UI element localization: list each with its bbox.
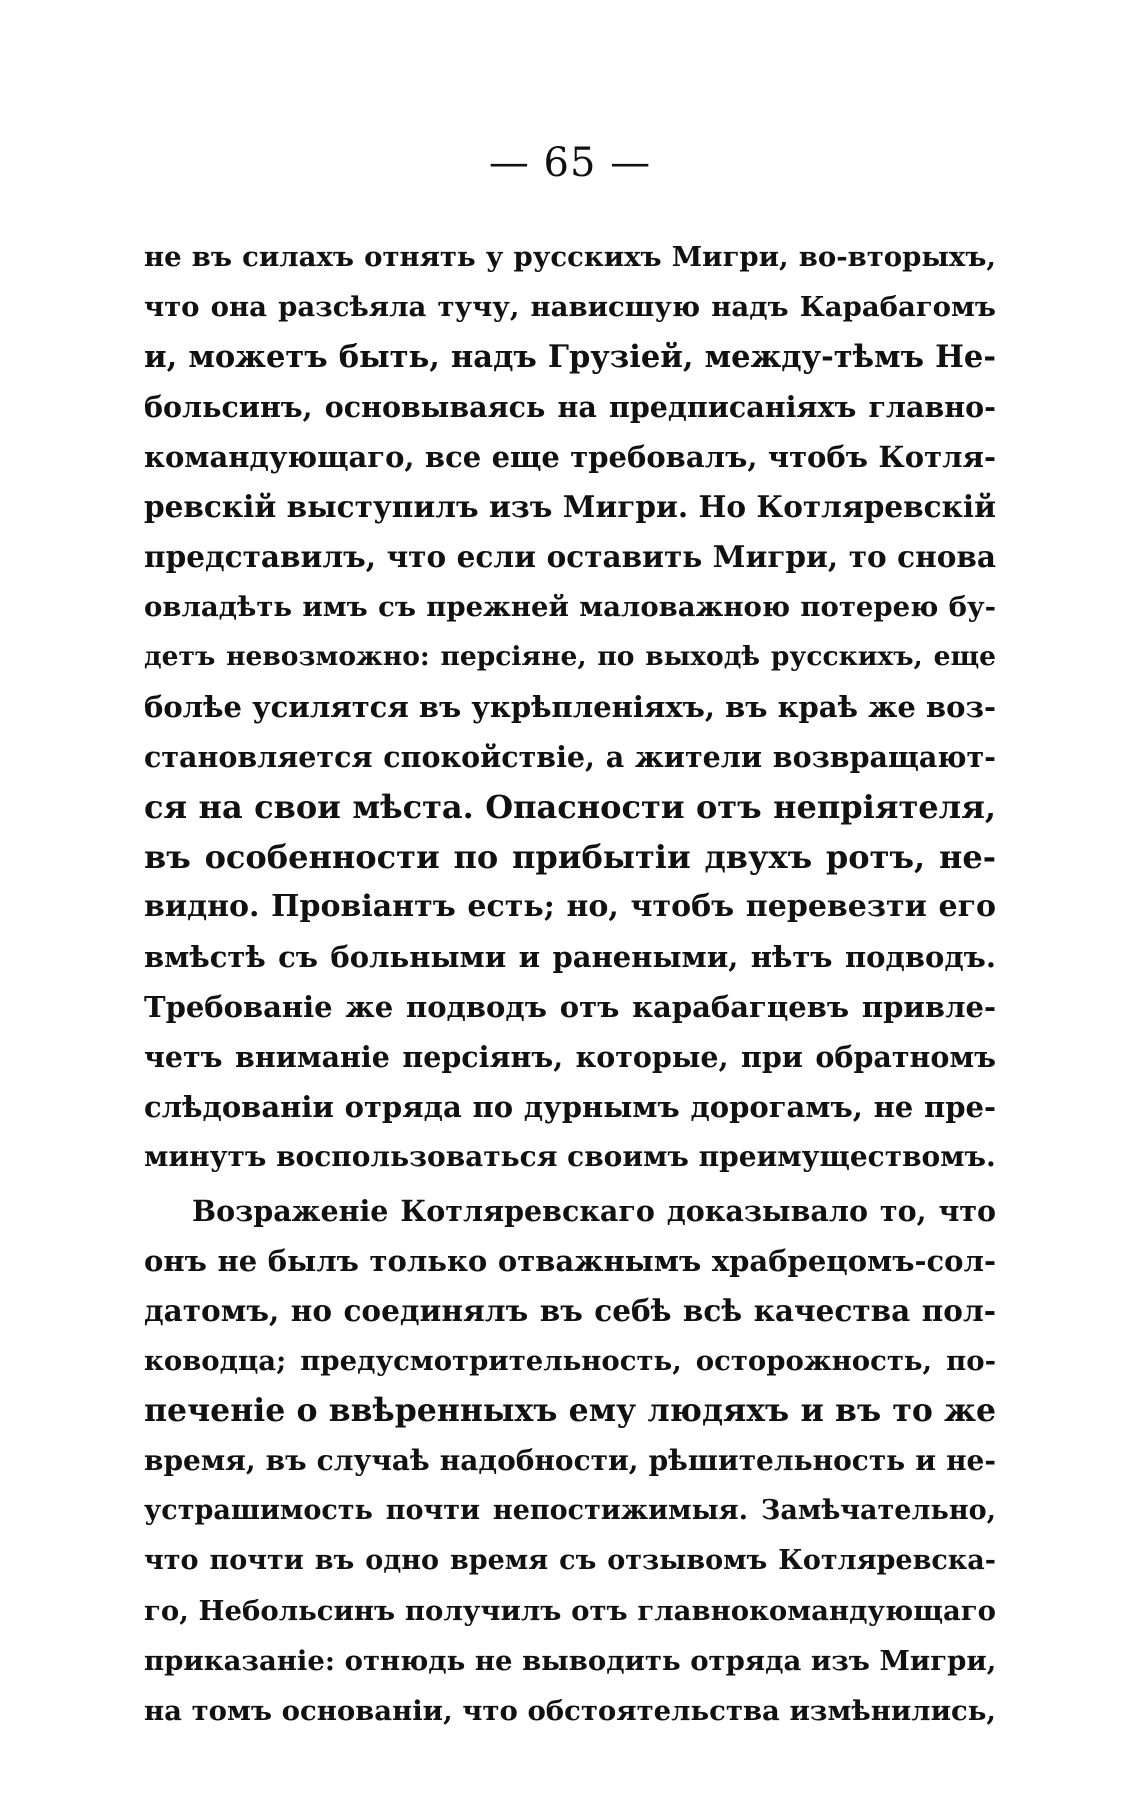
text-line: что она разсѣяла тучу, нависшую надъ Карабагомъ bbox=[144, 291, 996, 323]
text-line: печеніе о ввѣренныхъ ему людяхъ и въ то же bbox=[144, 1392, 996, 1429]
text-line: четъ вниманіе персіянъ, которые, при обратномъ bbox=[144, 1040, 996, 1074]
page-number: — 65 — bbox=[488, 140, 652, 186]
text-line: и, можетъ быть, надъ Грузіей, между-тѣмъ Не- bbox=[144, 339, 996, 375]
text-line: онъ не былъ только отважнымъ храбрецомъ-сол- bbox=[144, 1244, 996, 1278]
text-line: овладѣть имъ съ прежней маловажною потерею бу- bbox=[144, 591, 996, 623]
text-line: больсинъ, основываясь на предписаніяхъ главно- bbox=[144, 390, 996, 424]
text-line: не въ силахъ отнять у русскихъ Мигри, во-вторыхъ, bbox=[144, 241, 996, 273]
text-line: детъ невозможно: персіяне, по выходѣ русскихъ, еще bbox=[144, 641, 996, 672]
text-line: на томъ основаніи, что обстоятельства измѣнились, bbox=[144, 1695, 996, 1727]
text-line: датомъ, но соединялъ въ себѣ всѣ качества пол- bbox=[144, 1293, 996, 1328]
text-line: что почти въ одно время съ отзывомъ Котляревска- bbox=[144, 1545, 996, 1576]
text-line: въ особенности по прибытіи двухъ ротъ, не- bbox=[144, 838, 996, 876]
text-line: представилъ, что если оставить Мигри, то снова bbox=[144, 539, 996, 574]
text-line: го, Небольсинъ получилъ отъ главнокомандующаго bbox=[144, 1595, 996, 1627]
text-line: ся на свои мѣста. Опасности отъ непріятеля, bbox=[144, 788, 996, 826]
text-line: вмѣстѣ съ больными и ранеными, нѣтъ подводъ. bbox=[144, 940, 996, 974]
text-line: Требованіе же подводъ отъ карабагцевъ привле- bbox=[144, 990, 996, 1024]
text-line: командующаго, все еще требовалъ, чтобъ Котля- bbox=[144, 440, 996, 474]
body-text bbox=[144, 232, 996, 1736]
text-line: приказаніе: отнюдь не выводить отряда изъ Мигри, bbox=[144, 1645, 997, 1677]
text-line: время, въ случаѣ надобности, рѣшительность и не- bbox=[144, 1444, 996, 1477]
text-line: слѣдованіи отряда по дурнымъ дорогамъ, не пре- bbox=[144, 1090, 996, 1124]
text-line: ководца; предусмотрительность, осторожность, по- bbox=[144, 1345, 996, 1377]
text-line: минутъ воспользоваться своимъ преимуществомъ. bbox=[144, 1140, 996, 1173]
text-line: болѣе усилятся въ укрѣпленіяхъ, въ краѣ же воз- bbox=[144, 690, 996, 724]
text-line: становляется спокойствіе, а жители возвращают- bbox=[144, 740, 996, 774]
text-line: ревскій выступилъ изъ Мигри. Но Котляревскій bbox=[144, 489, 996, 524]
text-line: устрашимость почти непостижимыя. Замѣчательно, bbox=[144, 1495, 996, 1526]
text-line: Возраженіе Котляревскаго доказывало то, что bbox=[192, 1194, 996, 1228]
text-line: видно. Провіантъ есть; но, чтобъ перевезти его bbox=[144, 889, 996, 924]
